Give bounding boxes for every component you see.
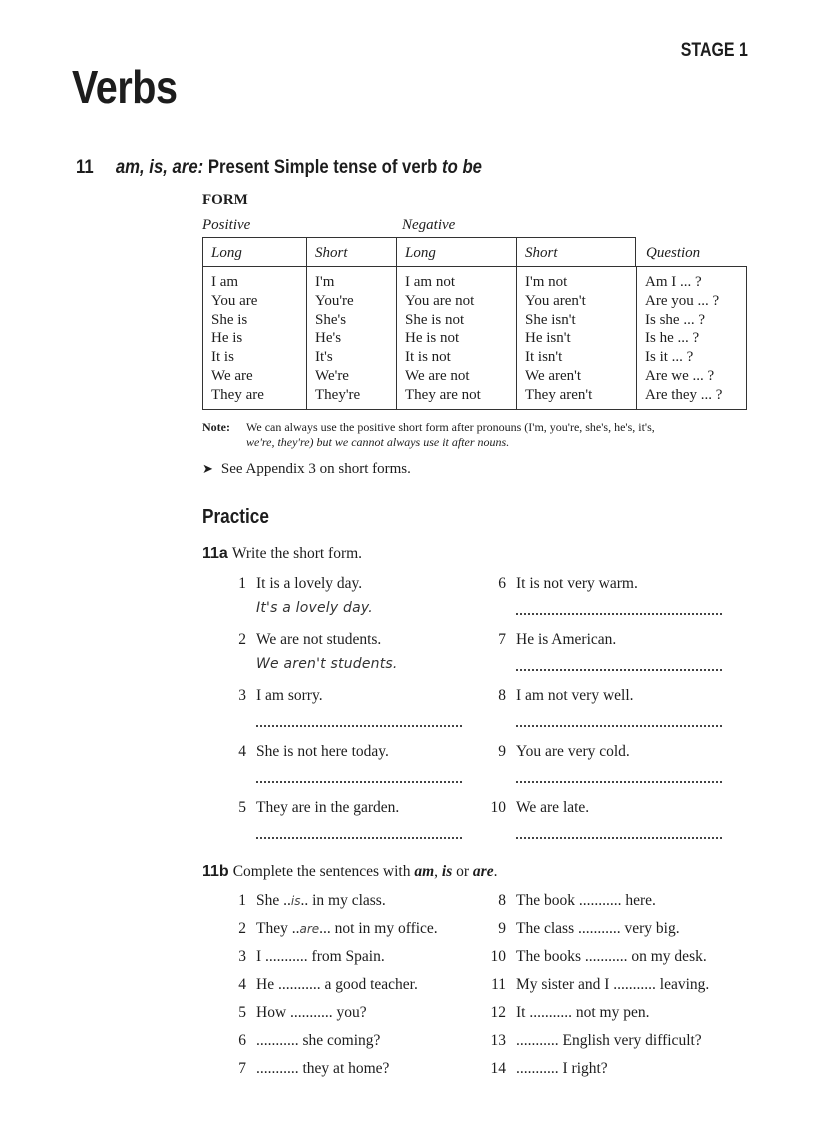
exercise-item: 3 I ........... from Spain. [238, 948, 385, 965]
table-cell: You aren't [525, 292, 586, 309]
table-column [516, 266, 636, 410]
handwritten-answer: We aren't students. [256, 656, 398, 672]
table-cell: You're [315, 292, 354, 309]
exercise-item: 10 The books ........... on my desk. [490, 948, 707, 965]
answer-line[interactable] [516, 724, 722, 727]
table-column [396, 266, 516, 410]
table-cell: He isn't [525, 330, 571, 347]
table-cell: We are not [405, 367, 470, 384]
unit-words: am, is, are: [115, 157, 204, 178]
exercise-item: 1 She ..is.. in my class. [238, 892, 386, 909]
handwritten-answer: It's a lovely day. [256, 600, 373, 616]
exercise-item: 4 He ........... a good teacher. [238, 976, 418, 993]
exercise-item: 2 We are not students. [238, 631, 382, 648]
exercise-item: 5 They are in the garden. [238, 799, 400, 816]
stage-label: STAGE 1 [680, 40, 748, 61]
see-also-text: See Appendix 3 on short forms. [220, 461, 411, 477]
table-cell: They are not [405, 386, 481, 403]
table-cell: She is [211, 311, 248, 328]
see-also [202, 461, 411, 478]
table-cell: He is not [405, 330, 460, 347]
table-cell: We are [211, 367, 253, 384]
answer-line[interactable] [256, 780, 462, 783]
table-cell: Are you ... ? [645, 292, 720, 309]
table-cell: She isn't [525, 311, 576, 328]
table-cell: Is she ... ? [645, 311, 705, 328]
table-cell: It is not [405, 349, 451, 366]
answer-line[interactable] [256, 724, 462, 727]
exercise-item: 2 They ..are... not in my office. [238, 920, 438, 937]
exercise-item: 6 ........... she coming? [238, 1032, 381, 1049]
exercise-item: 3 I am sorry. [238, 687, 323, 704]
table-column [202, 266, 306, 410]
unit-verb: to be [442, 157, 482, 178]
table-header-cell: Short [306, 237, 396, 266]
exercise-item: 5 How ........... you? [238, 1004, 367, 1021]
table-cell: It isn't [525, 349, 563, 366]
exercise-number: 11b [202, 863, 229, 880]
exercise-item: 1 It is a lovely day. [238, 575, 363, 592]
table-cell: He is [211, 330, 243, 347]
note-line-2: we're, they're) but we cannot always use it after nouns. [246, 435, 510, 449]
exercise-item: 9 The class ........... very big. [498, 920, 680, 937]
table-cell: They're [315, 386, 361, 403]
table-column [636, 266, 747, 410]
table-cell: Are we ... ? [645, 367, 715, 384]
form-label: FORM [202, 192, 248, 208]
handwritten-answer: are [299, 922, 320, 936]
answer-line[interactable] [516, 612, 722, 615]
table-cell: They aren't [525, 386, 593, 403]
table-cell: We're [315, 367, 349, 384]
table-cell: I'm [315, 274, 335, 290]
table-cell: I am not [405, 274, 455, 290]
exercise-item: 8 I am not very well. [498, 687, 634, 704]
table-header-cell: Question [646, 245, 701, 261]
handwritten-answer: is [290, 894, 301, 908]
exercise-11a-instruction [202, 545, 362, 563]
table-cell: They are [211, 386, 264, 403]
table-cell: You are not [405, 292, 475, 309]
note [202, 420, 762, 450]
table-header-cell: Long [202, 237, 306, 266]
negative-label: Negative [402, 217, 456, 233]
exercise-item: 6 It is not very warm. [498, 575, 638, 592]
exercise-number: 11a [202, 545, 228, 562]
unit-heading [76, 157, 482, 179]
table-cell: I am [211, 274, 239, 290]
table-cell: Are they ... ? [645, 386, 723, 403]
exercise-11b-instruction: 11b Complete the sentences with am, is or are. [202, 863, 498, 880]
arrow-right-icon: ➤ [202, 461, 213, 476]
table-cell: It's [315, 349, 333, 366]
exercise-item: 7 He is American. [498, 631, 617, 648]
unit-text: Present Simple tense of verb [207, 157, 438, 178]
table-header-cell: Short [516, 237, 636, 266]
table-column [306, 266, 396, 410]
note-label: Note: [202, 420, 230, 434]
answer-line[interactable] [516, 836, 722, 839]
table-header-cell: Long [396, 237, 516, 266]
table-cell: She is not [405, 311, 465, 328]
answer-line[interactable] [516, 780, 722, 783]
instruction-text: Write the short form. [231, 545, 363, 562]
positive-label: Positive [202, 217, 251, 233]
exercise-item: 12 It ........... not my pen. [490, 1004, 650, 1021]
exercise-item: 11 My sister and I ........... leaving. [491, 976, 710, 993]
exercise-item: 10 We are late. [490, 799, 590, 816]
unit-number: 11 [76, 157, 94, 178]
page-title: Verbs [72, 61, 178, 113]
exercise-item: 7 ........... they at home? [238, 1060, 390, 1077]
exercise-item: 4 She is not here today. [238, 743, 389, 760]
table-cell: She's [315, 311, 347, 328]
table-cell: Is he ... ? [645, 330, 700, 347]
practice-heading: Practice [202, 506, 269, 528]
answer-line[interactable] [256, 836, 462, 839]
note-line-1: We can always use the positive short form after pronouns (I'm, you're, she's, he's, it's, [246, 420, 655, 434]
exercise-item: 9 You are very cold. [498, 743, 630, 760]
table-cell: You are [211, 292, 258, 309]
table-cell: I'm not [525, 274, 568, 290]
table-cell: He's [315, 330, 342, 347]
exercise-item: 8 The book ........... here. [498, 892, 656, 909]
answer-line[interactable] [516, 668, 722, 671]
table-cell: Am I ... ? [645, 274, 702, 290]
table-cell: It is [211, 349, 234, 366]
exercise-item: 14 ........... I right? [490, 1060, 608, 1077]
table-cell: Is it ... ? [645, 349, 694, 366]
exercise-item: 13 ........... English very difficult? [490, 1032, 702, 1049]
table-cell: We aren't [525, 367, 582, 384]
